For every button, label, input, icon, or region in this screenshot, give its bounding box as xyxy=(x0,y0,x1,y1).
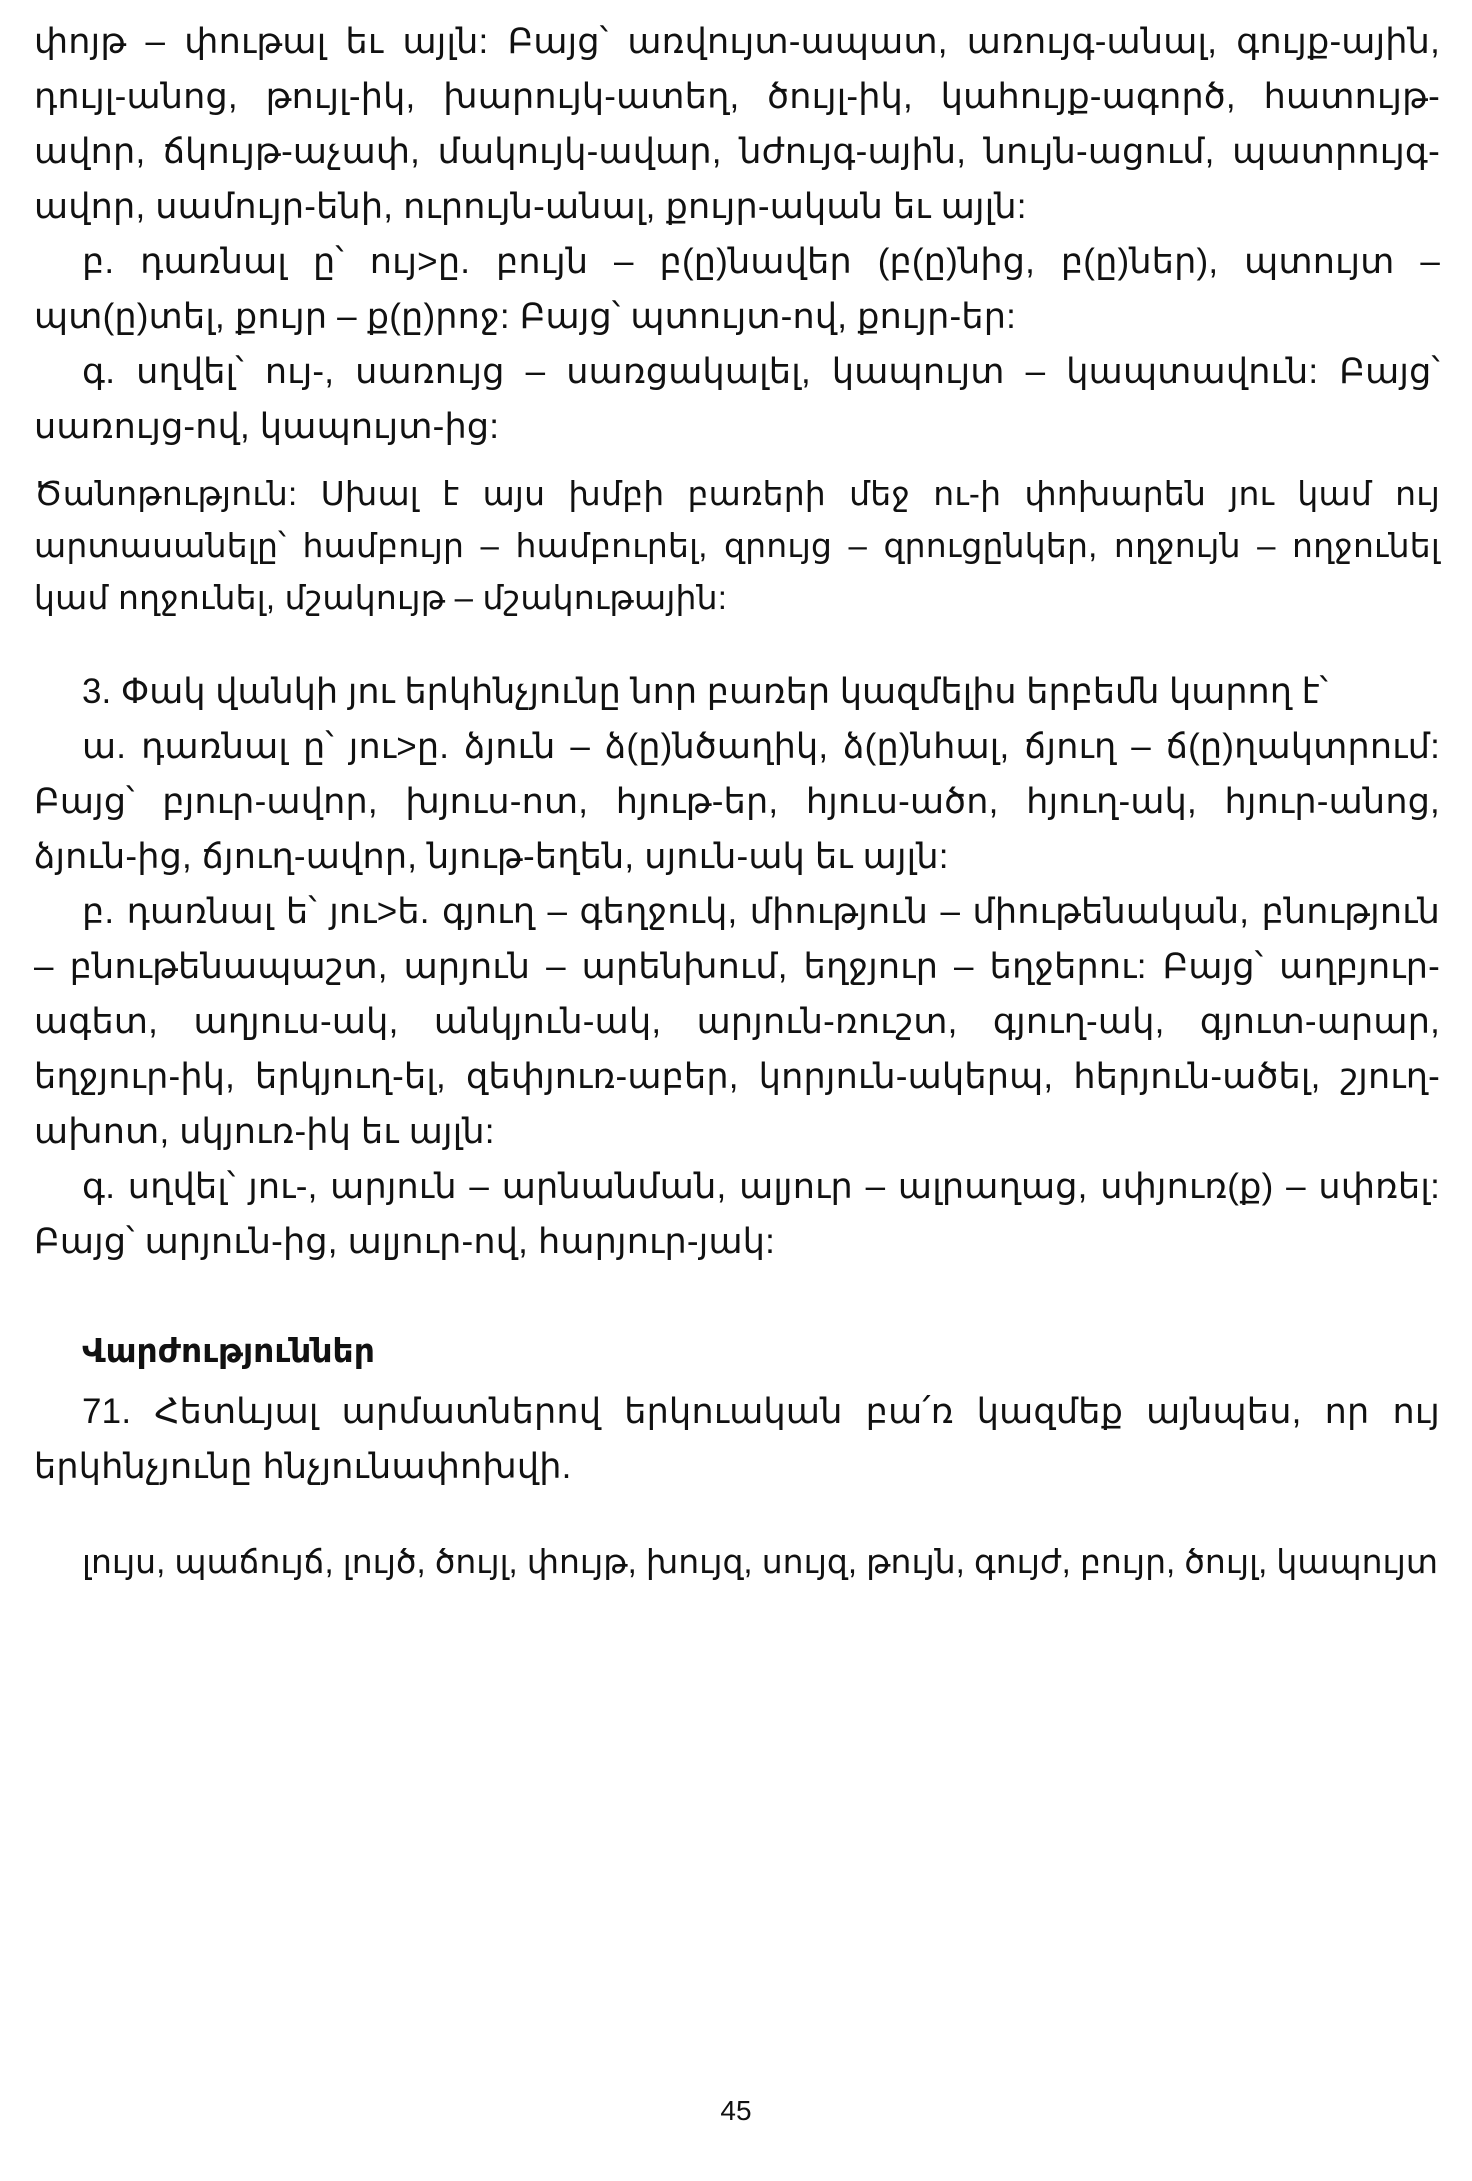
exercises-heading: Վարժություններ xyxy=(82,1332,375,1369)
exercise-71: 71. Հետևյալ արմատներով երկուական բա՛ռ կազմեք այնպես, որ ույ երկհնչյունը հնչյունափոխվի. xyxy=(34,1392,1440,1486)
page-number: 45 xyxy=(720,2095,752,2126)
rule-g2-paragraph: գ. սղվել՝ յու-, արյուն – արնանման, ալյուր – ալրաղաց, սփյուռ(ք) – սփռել: Բայց՝ արյուն-ից, ալյուր-ով, հարյուր-յակ: xyxy=(34,1167,1440,1261)
rule-g-paragraph: գ. սղվել՝ ույ-, սառույց – սառցակալել, կապույտ – կապտավուն: Բայց՝ սառույց-ով, կապույտ-ից: xyxy=(34,352,1440,446)
paragraph-intro: փոյթ – փութալ եւ այլն: Բայց՝ առվույտ-ապատ, առույգ-անալ, գույք-ային, դույլ-անոց, թույլ-իկ, խարույկ-ատեղ, ծույլ-իկ, կահույք-ագործ, հատույթ-ավոր, ճկույթ-աչափ, մակույկ-ավար, նժույգ-ային, նույն-ացում, պատրույգ-ավոր, սամույր-ենի, ուրույն-անալ, քույր-ական եւ այլն: xyxy=(34,22,1440,226)
page-content xyxy=(34,14,1440,1589)
note-paragraph: Ծանոթություն: Սխալ է այս խմբի բառերի մեջ ու-ի փոխարեն յու կամ ույ արտասանելը՝ համբույր – համբուրել, զրույց – զրուցընկեր, ողջույն – ողջունել կամ ողջունել, մշակույթ – մշակութային: xyxy=(34,475,1440,616)
rule-b-paragraph: բ. դառնալ ը՝ ույ>ը. բույն – բ(ը)նավեր (բ(ը)նից, բ(ը)ներ), պտույտ – պտ(ը)տել, քույր – ք(ը)րոջ: Բայց՝ պտույտ-ով, քույր-եր: xyxy=(34,242,1440,336)
section-3-heading: 3. Փակ վանկի յու երկհնչյունը նոր բառեր կազմելիս երբեմն կարող է՝ xyxy=(82,672,1329,711)
exercise-word-list: լույս, պաճույճ, լույծ, ծույլ, փույթ, խույզ, սույզ, թույն, գույժ, բույր, ծույլ, կապույտ xyxy=(82,1543,1438,1580)
rule-a-paragraph: ա. դառնալ ը՝ յու>ը. ձյուն – ձ(ը)նծաղիկ, ձ(ը)նհալ, ճյուղ – ճ(ը)ղակտրում: Բայց՝ բյուր-ավոր, խյուս-ոտ, հյութ-եր, հյուս-ածո, հյուղ-ակ, հյուր-անոց, ձյուն-ից, ճյուղ-ավոր, նյութ-եղեն, սյուն-ակ եւ այլն: xyxy=(34,727,1440,876)
rule-b2-paragraph: բ. դառնալ ե՝ յու>ե. գյուղ – գեղջուկ, միություն – միութենական, բնություն – բնութենապաշտ, արյուն – արենխում, եղջյուր – եղջերու: Բայց՝ աղբյուր-ագետ, աղյուս-ակ, անկյուն-ակ, արյուն-ռուշտ, գյուղ-ակ, գյուտ-արար, եղջյուր-իկ, երկյուղ-ել, զեփյուռ-աբեր, կորյուն-ակերպ, հերյուն-ածել, շյուղ-ախոտ, սկյուռ-իկ եւ այլն: xyxy=(34,892,1440,1151)
